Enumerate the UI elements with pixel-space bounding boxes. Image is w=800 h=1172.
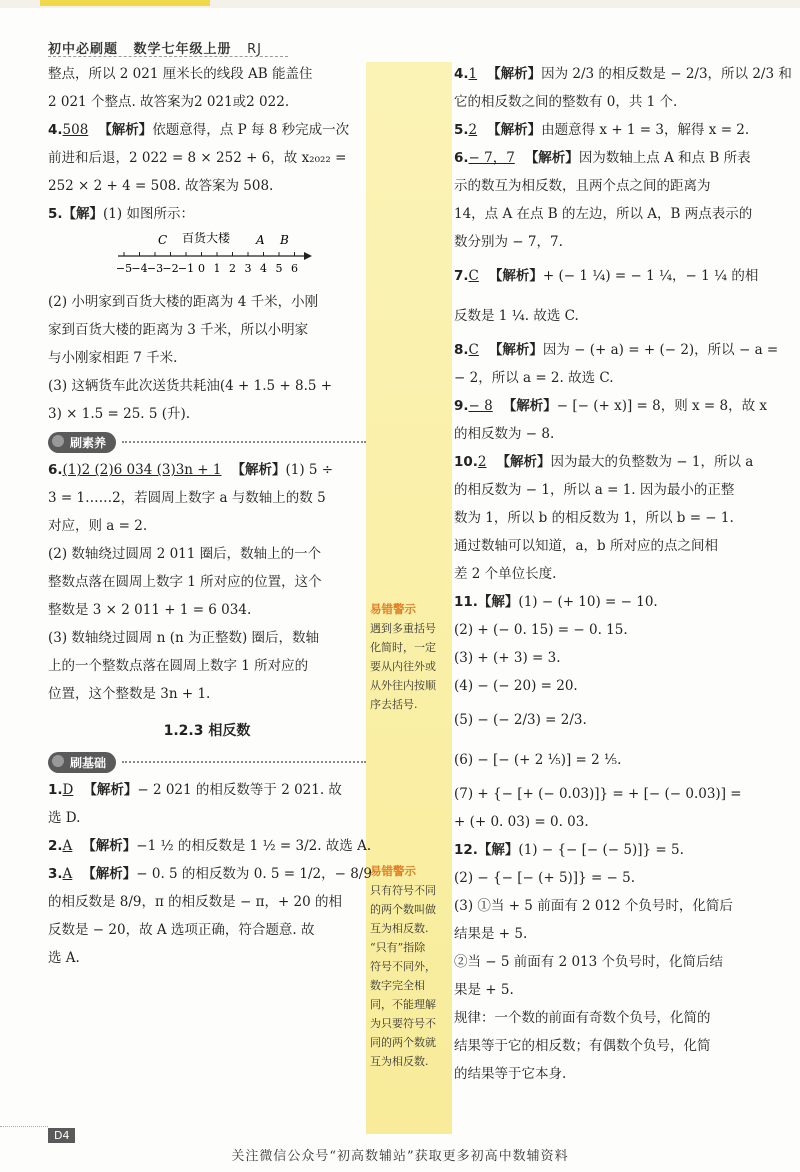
solution-tag: 【解】 xyxy=(62,206,104,222)
text-line: (3) 这辆货车此次送货共耗油(4 + 1.5 + 8.5 + xyxy=(48,378,333,394)
q-number: 4. xyxy=(454,66,469,82)
text-line: 反数是 1 ¼. 故选 C. xyxy=(454,308,579,324)
tip-line: 数字完全相 xyxy=(370,979,425,992)
dotted-rule xyxy=(122,761,366,763)
answer: D xyxy=(62,782,74,798)
answer: A xyxy=(62,838,73,854)
analysis-tag: 【解析】 xyxy=(98,122,153,138)
header-divider xyxy=(48,56,288,57)
text: − [− (+ x)] = 8，则 x = 8，故 x xyxy=(556,398,767,414)
text-line: 示的数互为相反数，且两个点之间的距离为 xyxy=(454,178,711,194)
text-line: (6) − [− (+ 2 ⅕)] = 2 ⅕. xyxy=(454,752,622,768)
label-c: C xyxy=(158,233,168,247)
text-line: (3) + (+ 3) = 3. xyxy=(454,650,561,666)
question-r9 xyxy=(454,392,774,420)
analysis-tag: 【解析】 xyxy=(82,866,137,882)
top-strip xyxy=(0,0,800,8)
tip-title: 易错警示 xyxy=(370,602,416,616)
question-6 xyxy=(48,456,366,484)
text-line: (2) + (− 0. 15) = − 0. 15. xyxy=(454,622,628,638)
tick-label: −3 xyxy=(146,262,164,275)
text: 因为 2/3 的相反数是 − 2/3，所以 2/3 和 xyxy=(541,66,792,82)
basic-3 xyxy=(48,860,372,888)
text-line: 数分别为 − 7，7. xyxy=(454,234,563,250)
text-line: 的结果等于它本身. xyxy=(454,1066,567,1082)
tip-1 xyxy=(370,600,450,714)
axis-arrow xyxy=(304,252,312,260)
text: (1) − {− [− (− 5)]} = 5. xyxy=(518,842,684,858)
text-line: 选 D. xyxy=(48,810,81,826)
page-header xyxy=(48,38,272,57)
left-column xyxy=(48,60,372,972)
tick-label: 0 xyxy=(198,262,205,275)
text-line: − 2，所以 a = 2. 故选 C. xyxy=(454,370,614,386)
answer: (1)2 (2)6 034 (3)3n + 1 xyxy=(62,462,222,478)
analysis-tag: 【解析】 xyxy=(488,342,543,358)
answer: − 7，7 xyxy=(468,150,515,166)
q-number: 6. xyxy=(48,462,63,478)
tip-line: 同，不能理解 xyxy=(370,998,436,1011)
q-number: 8. xyxy=(454,342,469,358)
text: (1) 5 ÷ xyxy=(285,462,334,478)
text: −1 ½ 的相反数是 1 ½ = 3/2. 故选 A. xyxy=(136,838,372,854)
text-line: 3 = 1……2，若圆周上数字 a 与数轴上的数 5 xyxy=(48,490,326,506)
text-line: (3) 数轴绕过圆周 n (n 为正整数) 圈后，数轴 xyxy=(48,630,320,646)
number-line-figure xyxy=(48,228,366,288)
text-line: 家到百货大楼的距离为 3 千米，所以小明家 xyxy=(48,322,309,338)
tick-label: 2 xyxy=(229,262,236,275)
tip-title: 易错警示 xyxy=(370,864,416,878)
text-line: 的相反数为 − 8. xyxy=(454,426,555,442)
tick-label: −2 xyxy=(162,262,179,275)
analysis-tag: 【解析】 xyxy=(488,268,543,284)
label-store: 百货大楼 xyxy=(182,231,231,245)
text: 因为数轴上点 A 和点 B 所表 xyxy=(578,150,751,166)
tick-label: −4 xyxy=(131,262,148,275)
text-line: 3) × 1.5 = 25. 5 (升). xyxy=(48,406,191,422)
tip-line: 的两个数叫做 xyxy=(370,903,436,916)
text-line: (3) ①当 + 5 前面有 2 012 个负号时，化简后 xyxy=(454,898,733,914)
text-line: (2) 数轴绕过圆周 2 011 圈后，数轴上的一个 xyxy=(48,546,322,562)
section-badge-row xyxy=(48,428,366,456)
badge-basic: 刷基础 xyxy=(48,752,116,773)
text-line: 与小刚家相距 7 千米. xyxy=(48,350,178,366)
tip-line: 只有符号不同 xyxy=(370,884,436,897)
label-b: B xyxy=(280,233,289,247)
analysis-tag: 【解析】 xyxy=(496,454,551,470)
text-line: 果是 + 5. xyxy=(454,982,514,998)
answer: − 8 xyxy=(468,398,493,414)
q-number: 5. xyxy=(454,122,469,138)
text-line: (5) − (− 2/3) = 2/3. xyxy=(454,712,587,728)
text-line: 整点，所以 2 021 厘米长的线段 AB 能盖住 xyxy=(48,66,313,82)
text-line: + (+ 0. 03) = 0. 03. xyxy=(454,814,589,830)
q-number: 5. xyxy=(48,206,63,222)
text: 依题意得，点 P 每 8 秒完成一次 xyxy=(152,122,350,138)
question-5 xyxy=(48,200,366,228)
section-title: 1.2.3 相反数 xyxy=(163,723,251,739)
tick-label: 6 xyxy=(291,262,298,275)
analysis-tag: 【解析】 xyxy=(524,150,579,166)
q-number: 7. xyxy=(454,268,469,284)
text-line: 整数点落在圆周上数字 1 所对应的位置，这个 xyxy=(48,574,322,590)
text: 因为 − (+ a) = + (− 2)，所以 − a = xyxy=(542,342,779,358)
tip-line: 符号不同外， xyxy=(370,960,436,973)
q-number: 1. xyxy=(48,782,63,798)
answer: A xyxy=(62,866,73,882)
tip-line: 化简时，一定 xyxy=(370,641,436,654)
analysis-tag: 【解析】 xyxy=(502,398,557,414)
question-r8 xyxy=(454,336,779,364)
answer: 2 xyxy=(468,122,478,138)
tip-line: 遇到多重括号 xyxy=(370,622,436,635)
analysis-tag: 【解析】 xyxy=(487,122,542,138)
answer: 508 xyxy=(62,122,89,138)
answer: 2 xyxy=(477,454,487,470)
question-r11 xyxy=(454,588,774,616)
footer-note: 关注微信公众号“初高数辅站”获取更多初高中数辅资料 xyxy=(231,1149,569,1164)
badge-literacy: 刷素养 xyxy=(48,432,116,453)
text: − 0. 5 的相反数为 0. 5 = 1/2，− 8/9 xyxy=(136,866,372,882)
tick-label: 5 xyxy=(275,262,283,275)
text-line: 整数是 3 × 2 011 + 1 = 6 034. xyxy=(48,602,252,618)
text-line: 数为 1，所以 b 的相反数为 1，所以 b = − 1. xyxy=(454,510,734,526)
edition: RJ xyxy=(247,42,262,57)
page-number: D4 xyxy=(48,1128,75,1143)
text-line: 的相反数是 8/9，π 的相反数是 − π，+ 20 的相 xyxy=(48,894,343,910)
solution-tag: 【解】 xyxy=(477,842,519,858)
tip-line: 从外往内按顺 xyxy=(370,679,436,692)
text: (1) 如图所示： xyxy=(103,206,194,222)
text-line: (2) − {− [− (+ 5)]} = − 5. xyxy=(454,870,636,886)
text: (1) − (+ 10) = − 10. xyxy=(518,594,658,610)
text-line: 选 A. xyxy=(48,950,80,966)
analysis-tag: 【解析】 xyxy=(82,838,137,854)
text-line: 前进和后退，2 022 = 8 × 252 + 6，故 x₂₀₂₂ = xyxy=(48,150,347,166)
text-line: 252 × 2 + 4 = 508. 故答案为 508. xyxy=(48,178,274,194)
question-r7 xyxy=(454,256,774,296)
tip-line: 序去括号. xyxy=(370,698,418,711)
number-line-svg xyxy=(48,228,366,288)
text-line: 2 021 个整点. 故答案为2 021或2 022. xyxy=(48,94,290,110)
text-line: (7) + {− [+ (− 0.03)]} = + [− (− 0.03)] = xyxy=(454,786,742,802)
analysis-tag: 【解析】 xyxy=(83,782,138,798)
tip-line: 为只要符号不 xyxy=(370,1017,436,1030)
text-line: 规律：一个数的前面有奇数个负号，化简的 xyxy=(454,1010,711,1026)
tick-label: 3 xyxy=(244,262,252,275)
question-r12 xyxy=(454,836,774,864)
dotted-rule xyxy=(122,441,366,443)
text-line: ②当 − 5 前面有 2 013 个负号时，化简后结 xyxy=(454,954,724,970)
text-line: 结果是 + 5. xyxy=(454,926,528,942)
text-line: 它的相反数之间的整数有 0，共 1 个. xyxy=(454,94,678,110)
text-line: 反数是 − 20，故 A 选项正确，符合题意. 故 xyxy=(48,922,315,938)
text-line: 差 2 个单位长度. xyxy=(454,566,557,582)
q-number: 11. xyxy=(454,594,478,610)
text: 因为最大的负整数为 − 1，所以 a xyxy=(550,454,754,470)
text-line: 位置，这个整数是 3n + 1. xyxy=(48,686,211,702)
solution-tag: 【解】 xyxy=(477,594,519,610)
tick-label: −1 xyxy=(177,262,195,275)
basic-1 xyxy=(48,776,366,804)
tip-line: 互为相反数. xyxy=(370,1055,429,1068)
basic-2 xyxy=(48,832,372,860)
question-r6 xyxy=(454,144,774,172)
text-line: 对应，则 a = 2. xyxy=(48,518,148,534)
question-r4 xyxy=(454,60,792,88)
text: 由题意得 x + 1 = 3，解得 x = 2. xyxy=(541,122,750,138)
q-number: 4. xyxy=(48,122,63,138)
text-line: (4) − (− 20) = 20. xyxy=(454,678,578,694)
text: − 2 021 的相反数等于 2 021. 故 xyxy=(137,782,342,798)
tip-line: “只有”指除 xyxy=(370,941,426,954)
text-line: (2) 小明家到百货大楼的距离为 4 千米，小刚 xyxy=(48,294,319,310)
text-line: 的相反数为 − 1，所以 a = 1. 因为最小的正整 xyxy=(454,482,735,498)
text-line: 结果等于它的相反数；有偶数个负号，化简 xyxy=(454,1038,711,1054)
tick-label: −5 xyxy=(115,262,133,275)
q-number: 12. xyxy=(454,842,478,858)
text-line: 14，点 A 在点 B 的左边，所以 A，B 两点表示的 xyxy=(454,206,753,222)
section-badge-row xyxy=(48,748,366,776)
answer: C xyxy=(468,342,479,358)
q-number: 9. xyxy=(454,398,469,414)
top-accent xyxy=(40,0,210,6)
analysis-tag: 【解析】 xyxy=(487,66,542,82)
q-number: 2. xyxy=(48,838,63,854)
q-number: 10. xyxy=(454,454,478,470)
tip-line: 同的两个数就 xyxy=(370,1036,436,1049)
subject: 数学七年级上册 xyxy=(133,42,232,57)
answer: 1 xyxy=(468,66,478,82)
question-4 xyxy=(48,116,366,144)
q-number: 3. xyxy=(48,866,63,882)
tip-2 xyxy=(370,862,450,1071)
tip-line: 互为相反数. xyxy=(370,922,429,935)
book-title: 初中必刷题 xyxy=(48,42,119,57)
tick-label: 4 xyxy=(260,262,267,275)
answer: C xyxy=(468,268,479,284)
text-line: 通过数轴可以知道，a，b 所对应的点之间相 xyxy=(454,538,718,554)
question-r5 xyxy=(454,116,774,144)
analysis-tag: 【解析】 xyxy=(231,462,286,478)
text-line: 上的一个整数点落在圆周上数字 1 所对应的 xyxy=(48,658,309,674)
footer-dotted-rule xyxy=(0,1126,48,1127)
q-number: 6. xyxy=(454,150,469,166)
question-r10 xyxy=(454,448,774,476)
text: + (− 1 ¼) = − 1 ¼，− 1 ¼ 的相 xyxy=(542,268,759,284)
tip-line: 要从内往外或 xyxy=(370,660,436,673)
right-column xyxy=(454,60,792,1088)
tick-label: 1 xyxy=(213,262,221,275)
label-a: A xyxy=(256,233,265,247)
